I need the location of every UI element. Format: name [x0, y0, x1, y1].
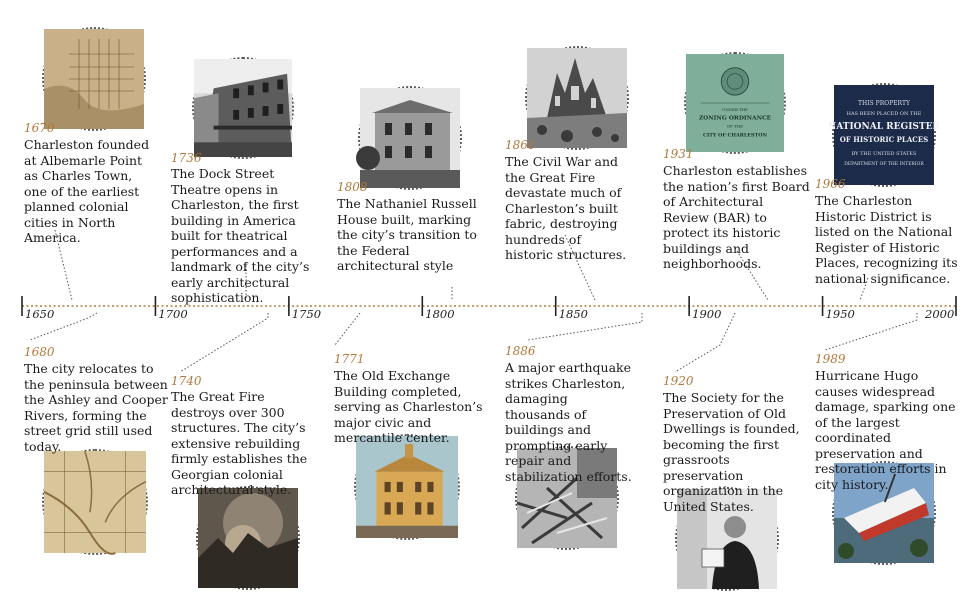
event-1989-year: 1989 [815, 352, 846, 366]
zoning-image-line-1: UNDER THE [722, 106, 748, 112]
event-1670-year: 1670 [24, 121, 55, 135]
axis-tick-label-1950: 1950 [825, 307, 855, 321]
event-1736-description: The Dock Street Theatre opens in Charleston, the first building in America built for theatrical performances and a landmark of the city’s early architectural sophistication. [171, 166, 310, 305]
event-1771-year: 1771 [334, 352, 365, 366]
axis-tick-label-1850: 1850 [558, 307, 588, 321]
zoning-image-line-4: CITY OF CHARLESTON [703, 132, 767, 139]
connector-line [675, 313, 735, 372]
plaque-line-5: BY THE UNITED STATES [851, 151, 917, 157]
event-1740-year: 1740 [171, 374, 202, 388]
great-fire-image [196, 486, 300, 590]
map-1670-image [42, 27, 146, 131]
zoning-image-line-3: OF THE [726, 123, 744, 129]
event-1771-description: The Old Exchange Building completed, serving as Charleston’s major civic and mercantile center. [334, 368, 483, 445]
event-1989-description: Hurricane Hugo causes widespread damage, sparking one of the largest coordinated preservation and restoration efforts in city history. [815, 368, 956, 492]
event-1886-description: A major earthquake strikes Charleston, damaging thousands of buildings and prompting early repair and stabilization efforts. [505, 360, 632, 484]
plaque-line-3: NATIONAL REGISTER [828, 122, 940, 132]
event-1931-description: Charleston establishes the nation’s first Board of Architectural Review (BAR) to protect its historic buildings and neighborhoods. [663, 163, 810, 271]
event-1670-description: Charleston founded at Albemarle Point as Charles Town, one of the earliest planned colonial cities in North America. [24, 137, 150, 245]
zoning-ordinance-image [684, 52, 786, 154]
event-1736-year: 1736 [171, 151, 202, 165]
nathaniel-russell-house-image [358, 86, 462, 190]
old-exchange-image [354, 434, 460, 540]
event-1966-year: 1966 [815, 177, 846, 191]
event-1886-year: 1886 [505, 344, 536, 358]
plaque-line-1: THIS PROPERTY [858, 100, 910, 107]
event-1808-year: 1808 [337, 180, 368, 194]
national-register-plaque-image [828, 83, 940, 187]
event-1966-description: The Charleston Historic District is listed on the National Register of Historic Places, recognizing its national significance. [815, 193, 958, 286]
event-1680-description: The city relocates to the peninsula between the Ashley and Cooper Rivers, forming the street grid still used today. [24, 361, 168, 454]
axis-tick-label-1800: 1800 [425, 307, 455, 321]
connector-line [180, 313, 268, 372]
event-1740-description: The Great Fire destroys over 300 structures. The city’s extensive rebuilding firmly establishes the Georgian colonial architectural style. [171, 389, 308, 497]
axis-tick-label-1900: 1900 [692, 307, 722, 321]
zoning-image-line-2: ZONING ORDINANCE [698, 114, 772, 122]
plaque-line-2: HAS BEEN PLACED ON THE [846, 111, 922, 117]
axis-tick-label-1700: 1700 [158, 307, 188, 321]
event-1861-description: The Civil War and the Great Fire devastate much of Charleston’s built fabric, destroying hundreds of historic structures. [505, 154, 627, 262]
event-1808-description: The Nathaniel Russell House built, marking the city’s transition to the Federal architectural style [337, 196, 477, 273]
axis-tick-label-1650: 1650 [25, 307, 55, 321]
event-1861-year: 1861 [505, 138, 536, 152]
event-1680-year: 1680 [24, 345, 55, 359]
civil-war-ruins-image [525, 46, 629, 150]
axis-tick-label-1750: 1750 [291, 307, 322, 321]
rivers-map-image [42, 449, 148, 555]
event-1920-description: The Society for the Preservation of Old Dwellings is founded, becoming the first grassroots preservation organization in the United States. [663, 390, 800, 514]
axis-tick-label-2000: 2000 [925, 307, 955, 321]
dock-street-theatre-image [192, 57, 294, 159]
event-1920-year: 1920 [663, 374, 694, 388]
plaque-line-6: DEPARTMENT OF THE INTERIOR [844, 162, 924, 167]
connector-line [335, 313, 360, 345]
plaque-line-4: OF HISTORIC PLACES [839, 135, 929, 144]
event-1931-year: 1931 [663, 147, 694, 161]
